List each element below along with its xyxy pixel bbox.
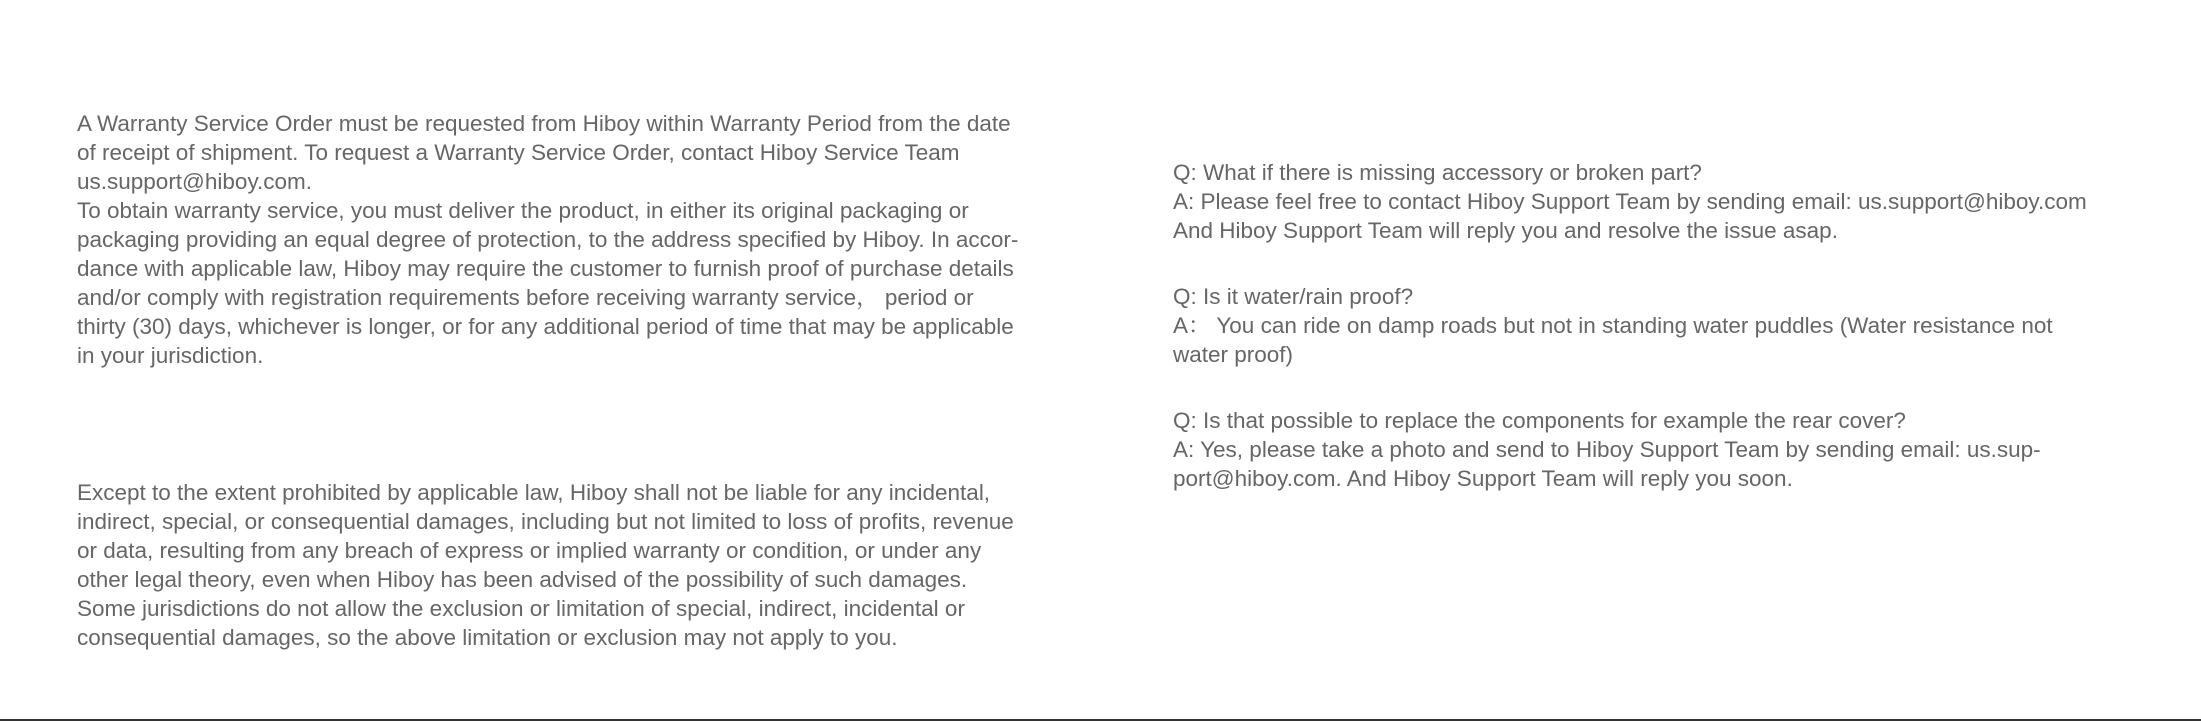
faq-question: Q: Is that possible to replace the components for example the rear cover? bbox=[1173, 408, 1906, 433]
paragraph-line: other legal theory, even when Hiboy has been advised of the possibility of such damages. bbox=[77, 567, 968, 592]
faq-answer-line: A: Please feel free to contact Hiboy Support Team by sending email: us.support@hiboy.com bbox=[1173, 189, 2087, 214]
paragraph-line: dance with applicable law, Hiboy may require the customer to furnish proof of purchase details bbox=[77, 256, 1014, 281]
paragraph-line: A Warranty Service Order must be requested from Hiboy within Warranty Period from the date bbox=[77, 111, 1011, 136]
paragraph-line: Except to the extent prohibited by applicable law, Hiboy shall not be liable for any incidental, bbox=[77, 480, 991, 505]
paragraph-line: in your jurisdiction. bbox=[77, 343, 264, 368]
faq-answer-line: water proof) bbox=[1173, 342, 1294, 367]
faq-answer-line: And Hiboy Support Team will reply you and resolve the issue asap. bbox=[1173, 218, 1838, 243]
paragraph-line: thirty (30) days, whichever is longer, or for any additional period of time that may be applicable bbox=[77, 314, 1014, 339]
paragraph-line: or data, resulting from any breach of express or implied warranty or condition, or under any bbox=[77, 538, 982, 563]
faq-spacer bbox=[1173, 245, 2087, 282]
paragraph-line: consequential damages, so the above limitation or exclusion may not apply to you. bbox=[77, 625, 898, 650]
faq-question: Q: Is it water/rain proof? bbox=[1173, 284, 1414, 309]
faq-item-missing-parts bbox=[1173, 158, 2087, 245]
paragraph-line: of receipt of shipment. To request a Warranty Service Order, contact Hiboy Service Team bbox=[77, 140, 960, 165]
faq-item-replace-components bbox=[1173, 406, 2087, 493]
warranty-service-paragraph bbox=[77, 109, 1018, 370]
faq-item-water-proof bbox=[1173, 282, 2087, 369]
liability-paragraph bbox=[77, 478, 1018, 652]
paragraph-spacer bbox=[77, 370, 1018, 478]
faq-answer-line: port@hiboy.com. And Hiboy Support Team will reply you soon. bbox=[1173, 466, 1793, 491]
paragraph-line: packaging providing an equal degree of protection, to the address specified by Hiboy. In accor- bbox=[77, 227, 1019, 252]
paragraph-line: us.support@hiboy.com. bbox=[77, 169, 313, 194]
faq-answer-line: A: Yes, please take a photo and send to Hiboy Support Team by sending email: us.sup- bbox=[1173, 437, 2041, 462]
paragraph-line: To obtain warranty service, you must deliver the product, in either its original packaging or bbox=[77, 198, 969, 223]
paragraph-line: indirect, special, or consequential damages, including but not limited to loss of profits, revenue bbox=[77, 509, 1014, 534]
faq-spacer bbox=[1173, 369, 2087, 406]
left-column bbox=[77, 109, 1018, 652]
faq-column bbox=[1173, 158, 2087, 493]
faq-answer-line: A： You can ride on damp roads but not in standing water puddles (Water resistance not bbox=[1173, 313, 2053, 338]
paragraph-line: and/or comply with registration requirements before receiving warranty service， period or bbox=[77, 285, 974, 310]
faq-question: Q: What if there is missing accessory or broken part? bbox=[1173, 160, 1702, 185]
paragraph-line: Some jurisdictions do not allow the exclusion or limitation of special, indirect, incidental or bbox=[77, 596, 965, 621]
